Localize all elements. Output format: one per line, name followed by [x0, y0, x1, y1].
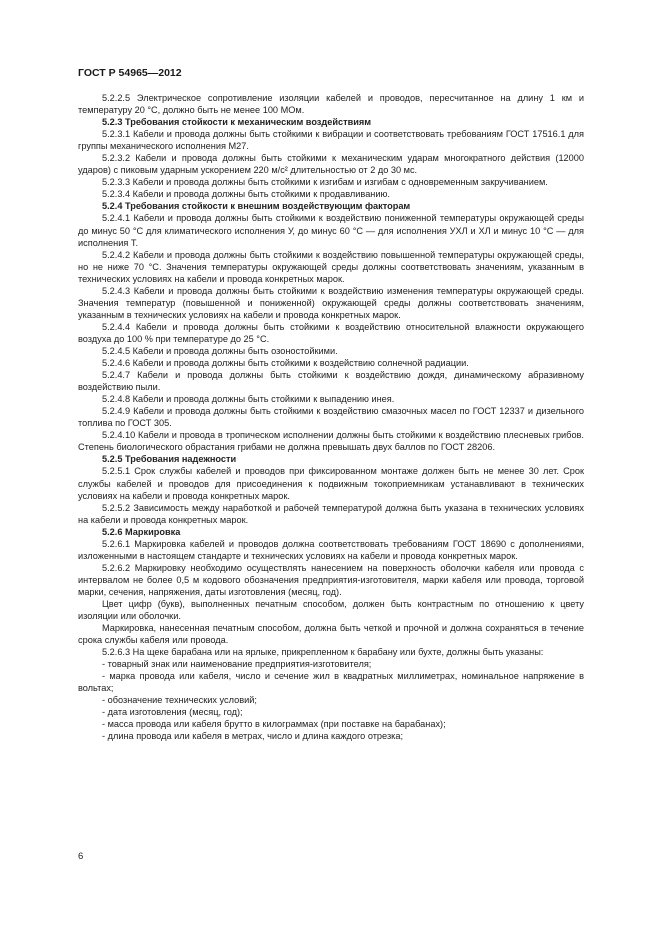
document-body [78, 92, 584, 743]
paragraph: 5.2.4.9 Кабели и провода должны быть стойкими к воздействию смазочных масел по ГОСТ 12337 и дизельного топлива по ГОСТ 305. [78, 406, 584, 429]
paragraph: 5.2.3.2 Кабели и провода должны быть стойкими к механическим ударам многократного действия (12000 ударов) с пиковым ударным ускорением 220 м/с² длительностью от 2 до 30 мс. [78, 153, 584, 176]
paragraph: 5.2.4.1 Кабели и провода должны быть стойкими к воздействию пониженной температуры окружающей среды до минус 50 °С для климатического исполнения У, до минус 60 °С — для исполнения УХЛ и ХЛ и минус 10 °С — для исполнения Т. [78, 213, 584, 248]
paragraph: Маркировка, нанесенная печатным способом, должна быть четкой и прочной и должна сохраняться в течение срока службы кабеля или провода. [78, 623, 584, 646]
list-item: - товарный знак или наименование предприятия-изготовителя; [102, 659, 372, 670]
section-heading: 5.2.6 Маркировка [102, 526, 181, 537]
paragraph: 5.2.4.3 Кабели и провода должны быть стойкими к воздействию изменения температуры окружающей среды. Значения температур (повышенной и пониженной) окружающей среды должны соответствовать значениям, указанным в технических условиях на кабели и провода конкретных марок. [78, 285, 584, 320]
paragraph: 5.2.5.1 Срок службы кабелей и проводов при фиксированном монтаже должен быть не менее 30 лет. Срок службы кабелей и проводов для присоединения к подвижным токоприемникам устанавливают в технических условиях на кабели и провода конкретных марок. [78, 466, 584, 501]
paragraph: 5.2.4.7 Кабели и провода должны быть стойкими к воздействию дождя, динамическому абразивному воздействию пыли. [78, 370, 584, 393]
paragraph: 5.2.4.8 Кабели и провода должны быть стойкими к выпадению инея. [102, 394, 395, 405]
list-item: - масса провода или кабеля брутто в килограммах (при поставке на барабанах); [102, 719, 446, 730]
section-heading: 5.2.5 Требования надежности [102, 454, 237, 465]
paragraph: 5.2.3.1 Кабели и провода должны быть стойкими к вибрации и соответствовать требованиям ГОСТ 17516.1 для группы механического исполнения М27. [78, 129, 584, 152]
paragraph: 5.2.2.5 Электрическое сопротивление изоляции кабелей и проводов, пересчитанное на длину 1 км и температуру 20 °С, должно быть не менее 100 МОм. [78, 93, 584, 116]
page-number: 6 [78, 851, 84, 862]
paragraph: 5.2.4.5 Кабели и провода должны быть озоностойкими. [102, 345, 338, 356]
paragraph: 5.2.6.3 На щеке барабана или на ярлыке, прикрепленном к барабану или бухте, должны быть указаны: [102, 647, 544, 658]
paragraph: Цвет цифр (букв), выполненных печатным способом, должен быть контрастным по отношению к цвету изоляции или оболочки. [78, 598, 584, 622]
paragraph: 5.2.4.4 Кабели и провода должны быть стойкими к воздействию относительной влажности окружающего воздуха до 100 % при температуре до 25 °С. [78, 321, 584, 344]
paragraph: 5.2.3.3 Кабели и провода должны быть стойкими к изгибам и изгибам с одновременным закручиванием. [102, 177, 548, 188]
document-header: ГОСТ Р 54965—2012 [78, 67, 182, 79]
list-item: - обозначение технических условий; [102, 695, 257, 706]
paragraph: 5.2.4.10 Кабели и провода в тропическом исполнении должны быть стойкими к воздействию плесневых грибов. Степень биологического обрастания грибами не должна превышать двух баллов по ГОСТ 28206. [78, 430, 584, 453]
list-item: - длина провода или кабеля в метрах, число и длина каждого отрезка; [102, 731, 404, 742]
paragraph: 5.2.4.6 Кабели и провода должны быть стойкими к воздействию солнечной радиации. [102, 358, 469, 369]
paragraph: 5.2.4.2 Кабели и провода должны быть стойкими к воздействию повышенной температуры окружающей среды, но не ниже 70 °С. Значения температуры окружающей среды должны соответствовать значениям, указанным в технических условиях на кабели и провода конкретных марок. [78, 249, 584, 284]
paragraph: 5.2.6.2 Маркировку необходимо осуществлять нанесением на поверхность оболочки кабеля или провода с интервалом не более 0,5 м кодового обозначения предприятия-изготовителя, марки кабеля или провода, торговой марки, сечения, напряжения, даты изготовления (месяц, год). [78, 562, 584, 597]
section-heading: 5.2.3 Требования стойкости к механическим воздействиям [102, 117, 372, 128]
list-item: - дата изготовления (месяц, год); [102, 707, 243, 718]
paragraph: 5.2.6.1 Маркировка кабелей и проводов должна соответствовать требованиям ГОСТ 18690 с дополнениями, изложенными в настоящем стандарте и технических условиях на кабели и провода конкретных марок. [78, 538, 584, 561]
list-item: - марка провода или кабеля, число и сечение жил в квадратных миллиметрах, номинальное напряжение в вольтах; [78, 671, 584, 694]
paragraph: 5.2.5.2 Зависимость между наработкой и рабочей температурой должна быть указана в технических условиях на кабели и провода конкретных марок. [78, 502, 584, 525]
section-heading: 5.2.4 Требования стойкости к внешним воздействующим факторам [102, 201, 411, 212]
paragraph: 5.2.3.4 Кабели и провода должны быть стойкими к продавливанию. [102, 189, 390, 200]
